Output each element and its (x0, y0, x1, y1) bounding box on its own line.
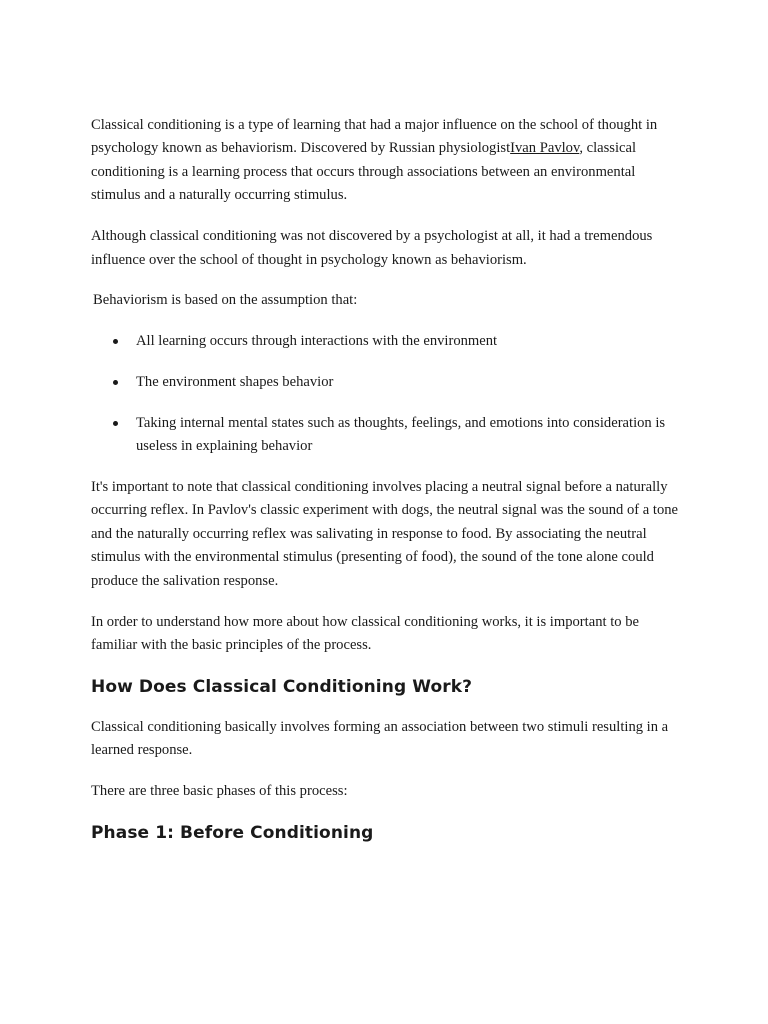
paragraph-neutral-signal: It's important to note that classical conditioning involves placing a neutral signal before a naturally occurring reflex. In Pavlov's classic experiment with dogs, the neutral signal was the sound of a tone and the naturally occurring reflex was salivating in response to food. By associating the neutral stimulus with the environmental stimulus (presenting of food), the sound of the tone alone could produce the salivation response. (91, 478, 679, 589)
list-item (91, 371, 681, 394)
paragraph-phases: There are three basic phases of this process: (91, 783, 348, 800)
intro-paragraph (91, 114, 681, 208)
bullet-icon (113, 421, 118, 426)
list-item-text: Taking internal mental states such as thoughts, feelings, and emotions into consideration is useless in explaining behavior (136, 414, 666, 455)
assumptions-list (91, 330, 681, 459)
heading-how-it-works: How Does Classical Conditioning Work? (91, 676, 473, 697)
bullet-icon (113, 380, 118, 385)
intro-text-start: Classical conditioning is a type of learning that had a major influence on the school of thought in psychology known as behaviorism. Discovered by Russian physiologist (91, 117, 658, 157)
article-body (91, 114, 681, 862)
paragraph-association: Classical conditioning basically involves forming an association between two stimuli resulting in a learned response. (91, 718, 669, 759)
heading-phase-1: Phase 1: Before Conditioning (91, 823, 374, 844)
paragraph-behaviorism-assumption: Behaviorism is based on the assumption that: (93, 292, 358, 309)
ivan-pavlov-link[interactable]: Ivan Pavlov (510, 140, 580, 157)
paragraph-understand: In order to understand how more about how classical conditioning works, it is important to be familiar with the basic principles of the process. (91, 613, 639, 653)
intro-text-end: , classical conditioning is a learning process that occurs through associations between an environmental stimulus and a naturally occurring stimulus. (91, 140, 637, 204)
list-item-text: All learning occurs through interactions with the environment (136, 332, 498, 349)
list-item-text: The environment shapes behavior (136, 373, 334, 390)
bullet-icon (113, 339, 118, 344)
list-item (91, 330, 681, 353)
paragraph-behaviorism-influence: Although classical conditioning was not discovered by a psychologist at all, it had a tremendous influence over the school of thought in psychology known as behaviorism. (91, 228, 653, 268)
list-item (91, 412, 681, 459)
